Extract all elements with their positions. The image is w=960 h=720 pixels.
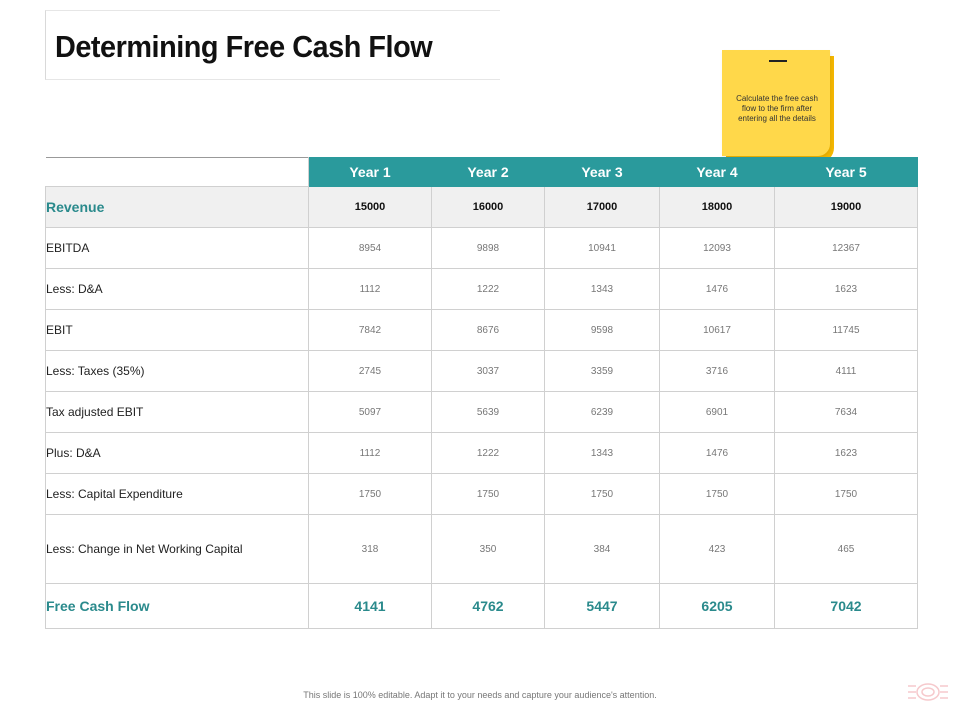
cell-value: 350 xyxy=(432,515,545,584)
cell-value: 1750 xyxy=(545,474,660,515)
row-label: EBITDA xyxy=(46,228,309,269)
row-label: Less: Taxes (35%) xyxy=(46,351,309,392)
cell-value: 12093 xyxy=(660,228,775,269)
table-row-revenue xyxy=(46,187,918,228)
cell-value: 1623 xyxy=(775,433,918,474)
cell-value: 15000 xyxy=(309,187,432,228)
note-text: Calculate the free cash flow to the firm after entering all the details xyxy=(736,94,818,123)
header-row xyxy=(46,158,918,187)
cell-value: 16000 xyxy=(432,187,545,228)
row-label: Plus: D&A xyxy=(46,433,309,474)
cell-value: 12367 xyxy=(775,228,918,269)
table-row-free-cash-flow xyxy=(46,584,918,629)
cell-value: 1476 xyxy=(660,433,775,474)
table-row-plus-da xyxy=(46,433,918,474)
table-row-less-taxes xyxy=(46,351,918,392)
table-row-less-da xyxy=(46,269,918,310)
cell-value: 1222 xyxy=(432,269,545,310)
cell-value: 6205 xyxy=(660,584,775,629)
free-cash-flow-table xyxy=(45,157,918,629)
sticky-note-paper xyxy=(722,50,830,156)
header-year-3: Year 3 xyxy=(545,158,660,187)
cell-value: 3359 xyxy=(545,351,660,392)
cell-value: 3716 xyxy=(660,351,775,392)
cell-value: 423 xyxy=(660,515,775,584)
cell-value: 5639 xyxy=(432,392,545,433)
cell-value: 18000 xyxy=(660,187,775,228)
table-row-ebitda xyxy=(46,228,918,269)
header-year-4: Year 4 xyxy=(660,158,775,187)
cell-value: 1750 xyxy=(432,474,545,515)
cell-value: 7842 xyxy=(309,310,432,351)
cell-value: 1222 xyxy=(432,433,545,474)
cell-value: 5097 xyxy=(309,392,432,433)
cell-value: 8676 xyxy=(432,310,545,351)
cell-value: 9598 xyxy=(545,310,660,351)
cell-value: 10941 xyxy=(545,228,660,269)
cell-value: 1750 xyxy=(660,474,775,515)
cell-value: 1750 xyxy=(775,474,918,515)
cell-value: 17000 xyxy=(545,187,660,228)
brand-logo-icon xyxy=(906,676,950,708)
footer-text: This slide is 100% editable. Adapt it to your needs and capture your audience's attention. xyxy=(303,690,657,700)
note-dash xyxy=(769,60,787,62)
cell-value: 318 xyxy=(309,515,432,584)
cell-value: 1750 xyxy=(309,474,432,515)
table-row-ebit xyxy=(46,310,918,351)
header-year-5: Year 5 xyxy=(775,158,918,187)
table-row-less-capex xyxy=(46,474,918,515)
row-label: Revenue xyxy=(46,187,309,228)
row-label: Free Cash Flow xyxy=(46,584,309,629)
cell-value: 7042 xyxy=(775,584,918,629)
cell-value: 8954 xyxy=(309,228,432,269)
table-row-tax-adjusted-ebit xyxy=(46,392,918,433)
header-year-1: Year 1 xyxy=(309,158,432,187)
cell-value: 6901 xyxy=(660,392,775,433)
cell-value: 5447 xyxy=(545,584,660,629)
cell-value: 9898 xyxy=(432,228,545,269)
row-label: Less: Change in Net Working Capital xyxy=(46,515,309,584)
cell-value: 3037 xyxy=(432,351,545,392)
cell-value: 6239 xyxy=(545,392,660,433)
cell-value: 1112 xyxy=(309,269,432,310)
row-label: Less: D&A xyxy=(46,269,309,310)
cell-value: 2745 xyxy=(309,351,432,392)
cell-value: 11745 xyxy=(775,310,918,351)
cell-value: 1343 xyxy=(545,433,660,474)
cell-value: 7634 xyxy=(775,392,918,433)
row-label: EBIT xyxy=(46,310,309,351)
table-row-less-nwc xyxy=(46,515,918,584)
cell-value: 1623 xyxy=(775,269,918,310)
row-label: Less: Capital Expenditure xyxy=(46,474,309,515)
row-label: Tax adjusted EBIT xyxy=(46,392,309,433)
cell-value: 1476 xyxy=(660,269,775,310)
cell-value: 1112 xyxy=(309,433,432,474)
cell-value: 4111 xyxy=(775,351,918,392)
header-year-2: Year 2 xyxy=(432,158,545,187)
page-title: Determining Free Cash Flow xyxy=(55,29,433,64)
cell-value: 4141 xyxy=(309,584,432,629)
cell-value: 10617 xyxy=(660,310,775,351)
header-corner xyxy=(46,158,309,187)
cell-value: 19000 xyxy=(775,187,918,228)
cell-value: 384 xyxy=(545,515,660,584)
cell-value: 1343 xyxy=(545,269,660,310)
sticky-note xyxy=(722,50,834,162)
cell-value: 4762 xyxy=(432,584,545,629)
cell-value: 465 xyxy=(775,515,918,584)
title-box xyxy=(45,10,500,80)
